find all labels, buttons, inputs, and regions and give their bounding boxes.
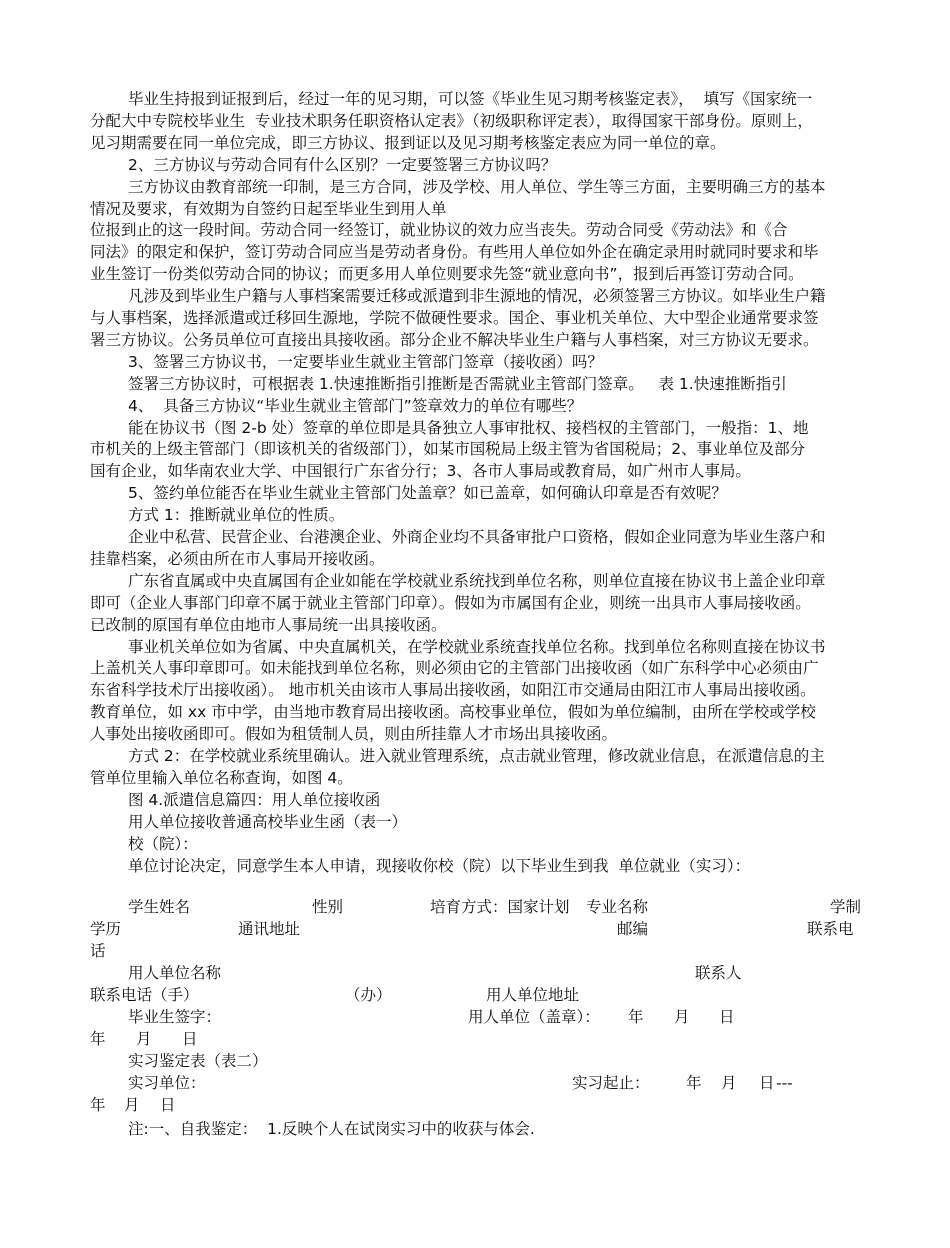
body-line: 企业中私营、民营企业、台港澳企业、外商企业均不具备审批户口资格，假如企业同意为毕业生落户和 xyxy=(128,528,826,546)
system-label: 学制 xyxy=(830,898,862,916)
gender-label: 性别 xyxy=(312,898,344,916)
phone-label: 联系电 xyxy=(807,920,854,938)
address-label: 通讯地址 xyxy=(238,920,301,938)
intern-period-label: 实习起止： xyxy=(572,1074,650,1092)
contact-label: 联系人 xyxy=(695,964,742,982)
period-day-label: 日 xyxy=(759,1074,775,1092)
body-line: 挂靠档案，必须由所在市人事局开接收函。 xyxy=(90,549,385,568)
note-text: 注:一、自我鉴定： 1.反映个人在试岗实习中的收获与体会. xyxy=(128,1120,535,1138)
body-line: 方式 1：推断就业单位的性质。 xyxy=(128,506,345,525)
body-line: 校（院）： xyxy=(128,834,198,853)
body-line: 5、签约单位能否在毕业生就业主管部门处盖章？如已盖章，如何确认印章是否有效呢？ xyxy=(128,484,727,503)
body-line: 单位讨论决定，同意学生本人申请，现接收你校（院）以下毕业生到我 单位就业（实习）： xyxy=(128,856,751,875)
body-line: 东省科学技术厅出接收函）。 地市机关由该市人事局出接收函，如阳江市交通局由阳江市人事局出接收函。 xyxy=(90,681,816,700)
body-line: 三方协议由教育部统一印制，是三方合同，涉及学校、用人单位、学生等三方面，主要明确三方的基本 xyxy=(128,177,826,196)
body-line: 即可（企业人事部门印章不属于就业主管部门印章）。假如为市属国有企业，则统一出具市人事局接收函。 xyxy=(90,593,811,612)
body-line: 4、 具备三方协议“毕业生就业主管部门”签章效力的单位有哪些？ xyxy=(128,396,583,415)
body-line: 3、签署三方协议书，一定要毕业生就业主管部门签章（接收函）吗？ xyxy=(128,352,603,371)
body-line: 位报到止的这一段时间。劳动合同一经签订，就业协议的效力应当丧失。劳动合同受《劳动法》和《合 xyxy=(90,221,788,240)
body-line: 署三方协议。公务员单位可直接出具接收函。部分企业不解决毕业生户籍与人事档案，对三方协议无要求。 xyxy=(90,330,819,349)
seal-day-label: 日 xyxy=(719,1008,735,1026)
employer-name-label: 用人单位名称 xyxy=(128,964,222,982)
body-line: 已改制的原国有单位由地市人事局统一出具接收函。 xyxy=(90,615,447,634)
body-line: 凡涉及到毕业生户籍与人事档案需要迁移或派遣到非生源地的情况，必须签署三方协议。如毕业生户籍 xyxy=(128,287,826,306)
student-name-label: 学生姓名 xyxy=(128,898,191,916)
body-line: 管单位里输入单位名称查询，如图 4。 xyxy=(90,768,353,787)
body-line: 见习期需要在同一单位完成，即三方协议、报到证以及见习期考核鉴定表应为同一单位的章。 xyxy=(90,133,726,152)
seal-month-label: 月 xyxy=(674,1008,690,1026)
body-line: 2、三方协议与劳动合同有什么区别？一定要签署三方协议吗？ xyxy=(128,155,557,174)
body-line: 教育单位，如 xx 市中学，由当地市教育局出接收函。高校事业单位，假如为单位编制，由所在学校或学校 xyxy=(90,703,816,722)
sign-month-label: 月 xyxy=(136,1030,152,1048)
body-line: 情况及要求，有效期为自签约日起至毕业生到用人单 xyxy=(90,199,447,218)
body-line: 同法》的限定和保护，签订劳动合同应当是劳动者身份。有些用人单位如外企在确定录用时就同时要求和毕 xyxy=(90,243,819,262)
phone-mobile-label: 联系电话（手） xyxy=(90,986,199,1004)
seal-year-label: 年 xyxy=(628,1008,644,1026)
form-row-11 xyxy=(0,1118,950,1184)
period-month-label: 月 xyxy=(721,1074,737,1092)
intern-unit-label: 实习单位： xyxy=(128,1074,206,1092)
phone-label-cont: 话 xyxy=(90,942,106,960)
period-dash: --- xyxy=(776,1074,793,1092)
training-label: 培育方式：国家计划 xyxy=(430,898,570,916)
body-line: 能在协议书（图 2-b 处）签章的单位即是具备独立人事审批权、接档权的主管部门，一般指：1、地 xyxy=(128,418,809,437)
body-line: 分配大中专院校毕业生 专业技术职务任职资格认定表》（初级职称评定表），取得国家干部身份。原则上， xyxy=(90,111,813,130)
table2-title: 实习鉴定表（表二） xyxy=(128,1052,268,1070)
body-line: 上盖机关人事印章即可。如未能找到单位名称，则必须由它的主管部门出接收函（如广东科学中心必须由广 xyxy=(90,659,819,678)
sign-day-label: 日 xyxy=(182,1030,198,1048)
body-line: 毕业生持报到证报到后，经过一年的见习期，可以签《毕业生见习期考核鉴定表》， 填写《国家统一 xyxy=(128,90,813,108)
body-line: 广东省直属或中央直属国有企业如能在学校就业系统找到单位名称，则单位直接在协议书上盖企业印章 xyxy=(128,571,826,590)
postcode-label: 邮编 xyxy=(617,920,649,938)
employer-address-label: 用人单位地址 xyxy=(486,986,580,1004)
body-line: 业生签订一份类似劳动合同的协议；而更多用人单位则要求先签“就业意向书”，报到后再签订劳动合同。 xyxy=(90,265,804,284)
body-line: 图 4.派遣信息篇四：用人单位接收函 xyxy=(128,790,381,809)
office-phone-label: （办） xyxy=(345,986,392,1004)
major-label: 专业名称 xyxy=(586,898,649,916)
body-line: 签署三方协议时，可根据表 1.快速推断指引推断是否需就业主管部门签章。 表 1.快速推断指引 xyxy=(128,374,787,393)
degree-label: 学历 xyxy=(90,920,122,938)
body-line: 与人事档案，选择派遣或迁移回生源地，学院不做硬性要求。国企、事业机关单位、大中型企业通常要求签 xyxy=(90,309,819,327)
body-line: 用人单位接收普通高校毕业生函（表一） xyxy=(128,812,408,831)
end-day-label: 日 xyxy=(160,1096,176,1114)
sign-year-label: 年 xyxy=(90,1030,106,1048)
end-year-label: 年 xyxy=(90,1096,106,1114)
period-year-label: 年 xyxy=(686,1074,702,1092)
employer-seal-label: 用人单位（盖章）： xyxy=(468,1008,600,1026)
body-line: 方式 2：在学校就业系统里确认。进入就业管理系统，点击就业管理，修改就业信息，在派遣信息的主 xyxy=(128,747,825,765)
body-line: 事业机关单位如为省属、中央直属机关，在学校就业系统查找单位名称。找到单位名称则直接在协议书 xyxy=(128,637,826,656)
body-line: 人事处出接收函即可。假如为租赁制人员，则由所挂靠人才市场出具接收函。 xyxy=(90,725,618,744)
end-month-label: 月 xyxy=(124,1096,140,1114)
graduate-sign-label: 毕业生签字： xyxy=(128,1008,222,1026)
body-line: 国有企业，如华南农业大学、中国银行广东省分行；3、各市人事局或教育局，如广州市人事局。 xyxy=(90,462,751,481)
body-line: 市机关的上级主管部门（即该机关的省级部门），如某市国税局上级主管为省国税局；2、事业单位及部分 xyxy=(90,440,806,459)
